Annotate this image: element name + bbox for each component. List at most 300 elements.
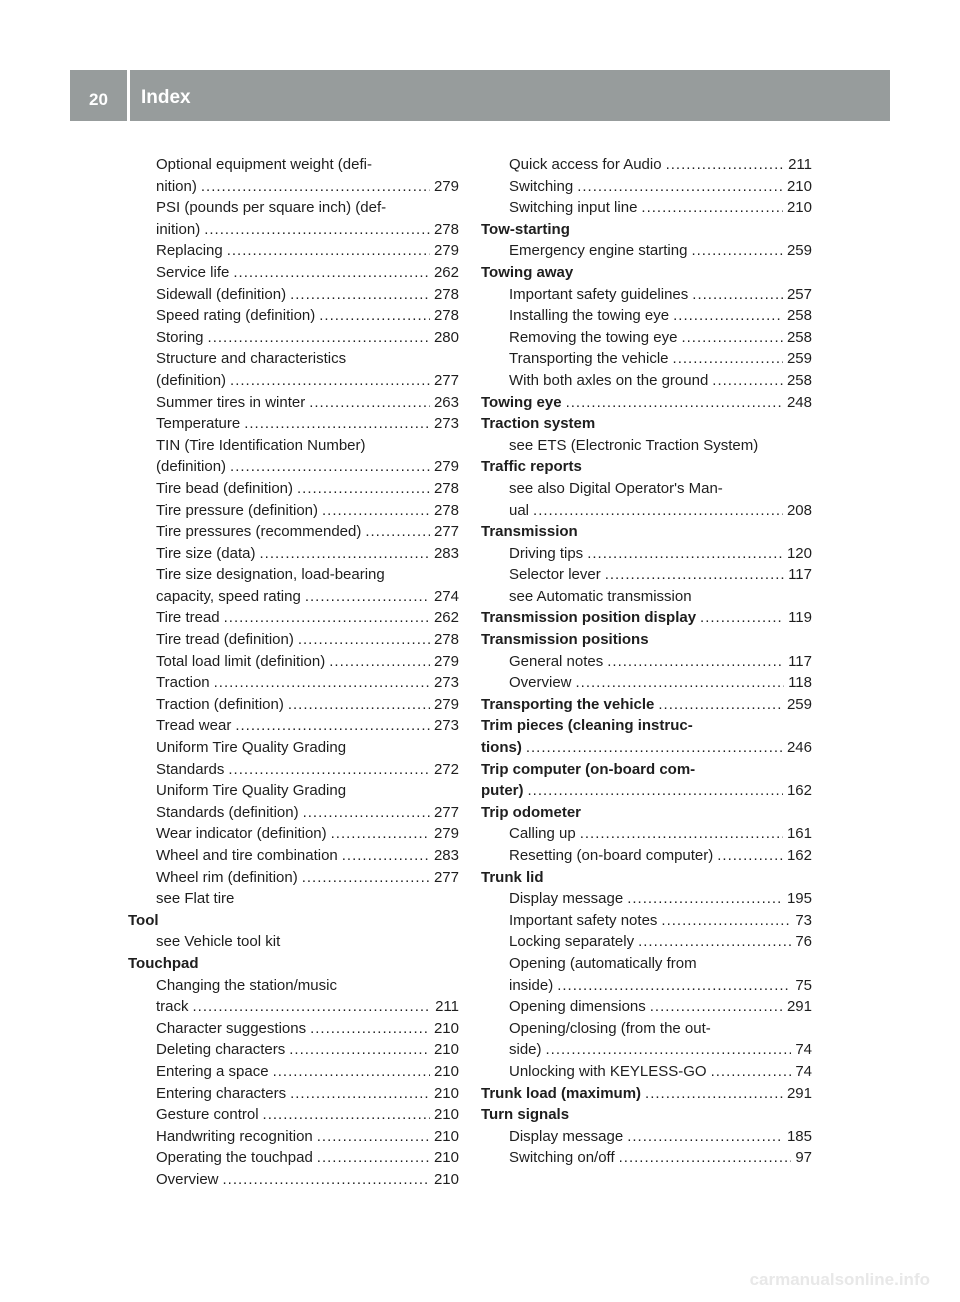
- dot-leader: [303, 802, 430, 824]
- dot-leader: [700, 607, 784, 629]
- index-entry: [128, 586, 459, 608]
- dot-leader: [712, 370, 783, 392]
- index-entry: [128, 564, 459, 586]
- dot-leader: [208, 327, 430, 349]
- dot-leader: [290, 1083, 430, 1105]
- page-reference: 274: [433, 587, 459, 605]
- index-entry: [481, 586, 812, 608]
- dot-leader: [331, 823, 430, 845]
- entry-text: Selector lever: [509, 566, 601, 584]
- entry-text: Calling up: [509, 825, 576, 843]
- entry-text: Trip odometer: [481, 803, 582, 821]
- index-entry: [128, 931, 459, 953]
- index-heading: [481, 802, 812, 824]
- dot-leader: [587, 543, 783, 565]
- entry-text: ual: [509, 501, 530, 519]
- dot-leader: [310, 1018, 430, 1040]
- entry-text: Summer tires in winter: [156, 393, 306, 411]
- entry-text: Removing the towing eye: [509, 328, 678, 346]
- entry-text: General notes: [509, 652, 604, 670]
- page-reference: 277: [433, 523, 459, 541]
- entry-text: capacity, speed rating: [156, 587, 301, 605]
- entry-text: Service life: [156, 263, 230, 281]
- dot-leader: [650, 996, 783, 1018]
- dot-leader: [638, 931, 791, 953]
- dot-leader: [298, 629, 430, 651]
- index-entry: [128, 1061, 459, 1083]
- index-heading: [128, 910, 459, 932]
- dot-leader: [619, 1147, 792, 1169]
- page-reference: 210: [433, 1019, 459, 1037]
- dot-leader: [661, 910, 791, 932]
- page-reference: 75: [795, 976, 812, 994]
- entry-text: Tire tread (definition): [156, 631, 294, 649]
- index-entry: [481, 1147, 812, 1169]
- dot-leader: [235, 715, 430, 737]
- page-reference: 279: [433, 652, 459, 670]
- index-entry: [481, 564, 812, 586]
- entry-text: Transporting the vehicle: [481, 695, 655, 713]
- index-entry: [128, 867, 459, 889]
- index-entry: [128, 672, 459, 694]
- index-entry: [128, 1104, 459, 1126]
- index-entry: [481, 1126, 812, 1148]
- dot-leader: [711, 1061, 792, 1083]
- index-entry: [481, 305, 812, 327]
- page-reference: 259: [786, 242, 812, 260]
- page-reference: 277: [433, 868, 459, 886]
- index-entry: [481, 672, 812, 694]
- index-entry: [481, 176, 812, 198]
- entry-text: TIN (Tire Identification Number): [156, 436, 366, 454]
- index-entry: [481, 154, 812, 176]
- entry-text: Turn signals: [481, 1106, 570, 1124]
- page-reference: 277: [433, 803, 459, 821]
- entry-text: Changing the station/music: [156, 976, 337, 994]
- entry-text: see Vehicle tool kit: [156, 933, 281, 951]
- entry-text: Uniform Tire Quality Grading: [156, 782, 347, 800]
- page-reference: 210: [433, 1127, 459, 1145]
- dot-leader: [317, 1147, 430, 1169]
- index-entry: [128, 759, 459, 781]
- entry-text: Entering characters: [156, 1084, 287, 1102]
- dot-leader: [607, 651, 784, 673]
- page-reference: 97: [795, 1149, 812, 1167]
- dot-leader: [230, 456, 430, 478]
- page-reference: 162: [786, 847, 812, 864]
- entry-text: see also Digital Operator's Man-: [509, 479, 723, 497]
- dot-leader: [329, 651, 430, 673]
- entry-text: PSI (pounds per square inch) (def-: [156, 199, 387, 217]
- entry-text: Tread wear: [156, 717, 232, 735]
- entry-text: Switching: [509, 177, 574, 195]
- index-entry: [128, 435, 459, 457]
- dot-leader: [273, 1061, 430, 1083]
- page-header: [70, 70, 890, 121]
- index-entry: [128, 305, 459, 327]
- index-entry: [128, 1018, 459, 1040]
- dot-leader: [290, 284, 430, 306]
- entry-text: Standards: [156, 760, 225, 778]
- entry-text: Display message: [509, 890, 624, 908]
- entry-text: (definition): [156, 371, 227, 389]
- entry-text: Towing away: [481, 263, 574, 281]
- index-heading: [481, 1083, 812, 1105]
- dot-leader: [223, 1169, 430, 1191]
- index-entry: [481, 543, 812, 565]
- entry-text: Switching input line: [509, 199, 638, 217]
- entry-text: puter): [481, 782, 524, 800]
- entry-text: Driving tips: [509, 544, 584, 562]
- entry-text: Touchpad: [128, 954, 199, 972]
- index-heading: [481, 759, 812, 781]
- entry-text: Important safety guidelines: [509, 285, 689, 303]
- entry-text: Transmission: [481, 523, 578, 541]
- page-reference: 162: [786, 782, 812, 800]
- index-entry: [481, 953, 812, 975]
- index-entry: [128, 392, 459, 414]
- page-reference: 279: [433, 177, 459, 195]
- index-entry: [128, 802, 459, 824]
- index-column-left: [128, 154, 459, 1191]
- page-reference: 278: [433, 285, 459, 303]
- dot-leader: [342, 845, 430, 867]
- page-reference: 76: [795, 933, 812, 951]
- page-reference: 210: [433, 1062, 459, 1080]
- section-title: Index: [141, 86, 191, 108]
- dot-leader: [526, 737, 783, 759]
- index-entry: [128, 1083, 459, 1105]
- entry-text: Sidewall (definition): [156, 285, 287, 303]
- index-entry: [128, 543, 459, 565]
- dot-leader: [645, 1083, 783, 1105]
- entry-text: Tire bead (definition): [156, 479, 294, 497]
- index-entry: [481, 500, 812, 522]
- entry-text: Opening dimensions: [509, 998, 646, 1016]
- entry-text: Locking separately: [509, 933, 635, 951]
- page-reference: 248: [786, 393, 812, 411]
- index-entry: [128, 176, 459, 198]
- entry-text: Transmission position display: [481, 609, 697, 627]
- index-entry: [481, 370, 812, 392]
- index-heading: [481, 456, 812, 478]
- page-reference: 279: [433, 242, 459, 260]
- page-reference: 210: [433, 1041, 459, 1059]
- dot-leader: [228, 759, 430, 781]
- entry-text: track: [156, 998, 189, 1016]
- page-reference: 118: [788, 674, 812, 692]
- index-entry: [128, 262, 459, 284]
- entry-text: Transmission positions: [481, 631, 649, 649]
- entry-text: Important safety notes: [509, 911, 658, 929]
- page-reference: 273: [433, 717, 459, 735]
- dot-leader: [580, 823, 783, 845]
- index-heading: [481, 521, 812, 543]
- page-reference: 117: [788, 652, 812, 670]
- entry-text: Traction (definition): [156, 695, 284, 713]
- page-reference: 119: [788, 609, 812, 627]
- entry-text: Tire tread: [156, 609, 220, 627]
- dot-leader: [233, 262, 430, 284]
- entry-text: Temperature: [156, 415, 241, 433]
- dot-leader: [641, 197, 783, 219]
- index-entry: [128, 629, 459, 651]
- dot-leader: [193, 996, 432, 1018]
- index-entry: [128, 348, 459, 370]
- index-entry: [481, 996, 812, 1018]
- page-reference: 283: [433, 544, 459, 562]
- dot-leader: [309, 392, 430, 414]
- entry-text: Installing the towing eye: [509, 307, 670, 325]
- entry-text: Overview: [509, 674, 572, 692]
- entry-text: Structure and characteristics: [156, 350, 347, 368]
- index-entry: [481, 651, 812, 673]
- page-reference: 210: [433, 1149, 459, 1167]
- page-reference: 211: [435, 998, 459, 1016]
- dot-leader: [259, 543, 429, 565]
- index-entry: [128, 996, 459, 1018]
- dot-leader: [227, 240, 430, 262]
- index-entry: [128, 607, 459, 629]
- page-reference: 272: [433, 760, 459, 778]
- dot-leader: [627, 888, 783, 910]
- dot-leader: [297, 478, 430, 500]
- page-reference: 273: [433, 415, 459, 433]
- dot-leader: [533, 500, 783, 522]
- page-reference: 262: [433, 263, 459, 281]
- entry-text: Overview: [156, 1170, 219, 1188]
- entry-text: inside): [509, 976, 554, 994]
- page-reference: 120: [786, 544, 812, 562]
- index-entry: [128, 780, 459, 802]
- page-reference: 278: [433, 479, 459, 497]
- index-heading: [481, 737, 812, 759]
- index-entry: [128, 478, 459, 500]
- entry-text: nition): [156, 177, 197, 195]
- index-entry: [481, 888, 812, 910]
- entry-text: Storing: [156, 328, 204, 346]
- index-entry: [128, 737, 459, 759]
- entry-text: Opening/closing (from the out-: [509, 1019, 711, 1037]
- dot-leader: [365, 521, 430, 543]
- dot-leader: [319, 305, 430, 327]
- dot-leader: [289, 1039, 430, 1061]
- dot-leader: [263, 1104, 430, 1126]
- index-entry: [481, 1061, 812, 1083]
- page-reference: 208: [786, 501, 812, 519]
- dot-leader: [288, 694, 430, 716]
- index-entry: [128, 651, 459, 673]
- index-entry: [128, 715, 459, 737]
- index-entry: [481, 1018, 812, 1040]
- entry-text: Tire pressure (definition): [156, 501, 319, 519]
- page-reference: 210: [433, 1106, 459, 1124]
- entry-text: see ETS (Electronic Traction System): [509, 436, 759, 454]
- page-reference: 277: [433, 371, 459, 389]
- index-entry: [481, 931, 812, 953]
- entry-text: Uniform Tire Quality Grading: [156, 739, 347, 757]
- index-heading: [481, 413, 812, 435]
- dot-leader: [681, 327, 783, 349]
- index-heading: [481, 392, 812, 414]
- index-entry: [481, 1039, 812, 1061]
- page-reference: 279: [433, 825, 459, 843]
- index-entry: [128, 823, 459, 845]
- index-entry: [128, 413, 459, 435]
- page-reference: 210: [433, 1084, 459, 1102]
- entry-text: Trim pieces (cleaning instruc-: [481, 717, 693, 735]
- page-reference: 263: [433, 393, 459, 411]
- index-entry: [128, 1039, 459, 1061]
- entry-text: Unlocking with KEYLESS-GO: [509, 1062, 707, 1080]
- page-reference: 273: [433, 674, 459, 692]
- dot-leader: [214, 672, 430, 694]
- page-reference: 258: [786, 307, 812, 325]
- page-reference: 210: [786, 199, 812, 217]
- entry-text: see Automatic transmission: [509, 587, 692, 605]
- index-entry: [128, 197, 459, 219]
- dot-leader: [528, 780, 783, 802]
- index-heading: [481, 629, 812, 651]
- page-reference: 279: [433, 458, 459, 476]
- page-reference: 258: [786, 328, 812, 346]
- page-reference: 259: [786, 695, 812, 713]
- dot-leader: [627, 1126, 783, 1148]
- page-reference: 73: [795, 911, 812, 929]
- index-entry: [128, 1169, 459, 1191]
- page-reference: 283: [433, 847, 459, 864]
- index-entry: [481, 327, 812, 349]
- index-entry: [481, 435, 812, 457]
- entry-text: Gesture control: [156, 1106, 259, 1124]
- index-heading: [481, 715, 812, 737]
- index-entry: [481, 845, 812, 867]
- page-reference: 278: [433, 501, 459, 519]
- entry-text: (definition): [156, 458, 227, 476]
- index-entry: [128, 694, 459, 716]
- entry-text: Total load limit (definition): [156, 652, 326, 670]
- index-heading: [481, 262, 812, 284]
- entry-text: Tow-starting: [481, 220, 570, 238]
- dot-leader: [230, 370, 430, 392]
- entry-text: Tool: [128, 911, 159, 929]
- dot-leader: [577, 176, 783, 198]
- dot-leader: [576, 672, 785, 694]
- entry-text: Speed rating (definition): [156, 307, 316, 325]
- entry-text: Wheel and tire combination: [156, 847, 338, 864]
- dot-leader: [244, 413, 430, 435]
- index-heading: [481, 1104, 812, 1126]
- page-reference: 74: [795, 1062, 812, 1080]
- index-entry: [128, 456, 459, 478]
- dot-leader: [566, 392, 783, 414]
- entry-text: Traction system: [481, 415, 596, 433]
- entry-text: Towing eye: [481, 393, 562, 411]
- entry-text: Operating the touchpad: [156, 1149, 313, 1167]
- index-entry: [128, 888, 459, 910]
- page-reference: 258: [786, 371, 812, 389]
- dot-leader: [673, 348, 783, 370]
- page-reference: 117: [788, 566, 812, 584]
- entry-text: Quick access for Audio: [509, 156, 662, 173]
- entry-text: Tire size (data): [156, 544, 256, 562]
- page-reference: 210: [786, 177, 812, 195]
- index-column-right: [481, 154, 812, 1169]
- dot-leader: [673, 305, 783, 327]
- index-heading: [481, 219, 812, 241]
- index-entry: [128, 1126, 459, 1148]
- page-reference: 257: [786, 285, 812, 303]
- index-entry: [128, 975, 459, 997]
- page-reference: 280: [433, 328, 459, 346]
- entry-text: Trunk lid: [481, 868, 544, 886]
- entry-text: Emergency engine starting: [509, 242, 688, 260]
- index-entry: [481, 975, 812, 997]
- dot-leader: [717, 845, 783, 867]
- entry-text: Opening (automatically from: [509, 954, 697, 972]
- dot-leader: [322, 500, 430, 522]
- dot-leader: [691, 240, 783, 262]
- page-number: 20: [89, 89, 108, 109]
- page-reference: 161: [786, 825, 812, 843]
- page-reference: 210: [433, 1170, 459, 1188]
- index-entry: [481, 284, 812, 306]
- entry-text: With both axles on the ground: [509, 371, 709, 389]
- dot-leader: [204, 219, 430, 241]
- entry-text: Character suggestions: [156, 1019, 307, 1037]
- entry-text: Replacing: [156, 242, 223, 260]
- index-heading: [481, 867, 812, 889]
- index-entry: [128, 240, 459, 262]
- index-entry: [128, 154, 459, 176]
- index-entry: [481, 823, 812, 845]
- dot-leader: [605, 564, 784, 586]
- index-entry: [481, 910, 812, 932]
- dot-leader: [658, 694, 783, 716]
- entry-text: Tire pressures (recommended): [156, 523, 362, 541]
- entry-text: tions): [481, 739, 522, 757]
- index-entry: [481, 197, 812, 219]
- index-entry: [128, 370, 459, 392]
- entry-text: Switching on/off: [509, 1149, 615, 1167]
- watermark: carmanualsonline.info: [749, 1270, 930, 1289]
- page-reference: 246: [786, 739, 812, 757]
- page-reference: 278: [433, 307, 459, 325]
- page-reference: 74: [795, 1041, 812, 1059]
- page-reference: 259: [786, 350, 812, 368]
- index-entry: [128, 500, 459, 522]
- dot-leader: [546, 1039, 792, 1061]
- entry-text: side): [509, 1041, 542, 1059]
- entry-text: Display message: [509, 1127, 624, 1145]
- index-heading: [481, 694, 812, 716]
- page-reference: 279: [433, 695, 459, 713]
- index-entry: [128, 284, 459, 306]
- dot-leader: [201, 176, 430, 198]
- page-reference: 185: [786, 1127, 812, 1145]
- index-entry: [128, 327, 459, 349]
- entry-text: Deleting characters: [156, 1041, 286, 1059]
- entry-text: see Flat tire: [156, 890, 235, 908]
- index-entry: [128, 219, 459, 241]
- dot-leader: [557, 975, 791, 997]
- entry-text: Wear indicator (definition): [156, 825, 327, 843]
- dot-leader: [317, 1126, 430, 1148]
- entry-text: Entering a space: [156, 1062, 269, 1080]
- page-reference: 291: [786, 998, 812, 1016]
- header-divider: [127, 70, 130, 121]
- index-heading: [481, 607, 812, 629]
